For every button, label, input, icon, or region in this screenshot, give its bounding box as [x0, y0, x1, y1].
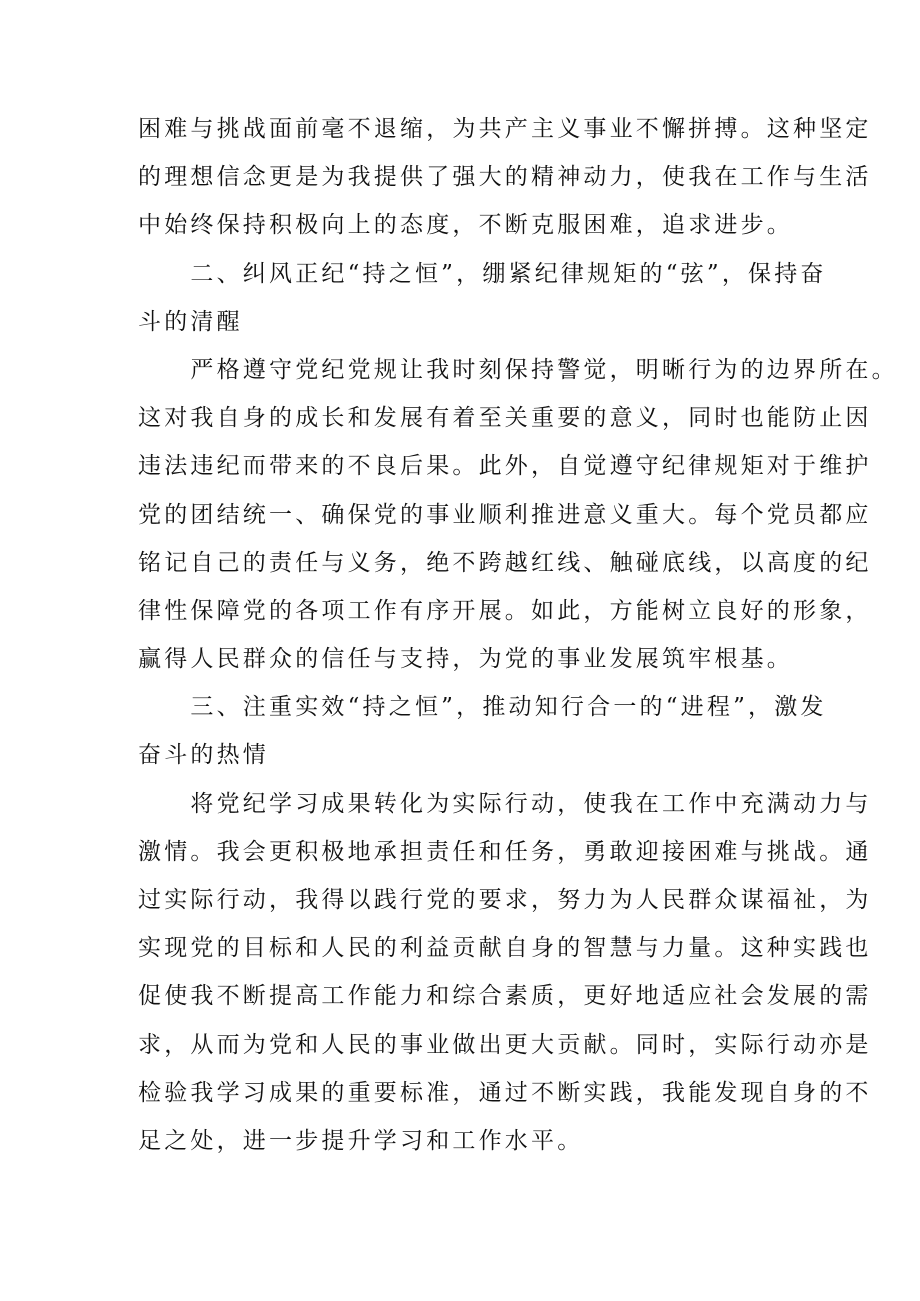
section-heading-2-cont: 斗的清醒: [138, 308, 243, 335]
text-line: 中始终保持积极向上的态度，不断克服困难，追求进步。: [138, 212, 793, 239]
text-line: 律性保障党的各项工作有序开展。如此，方能树立良好的形象，: [138, 597, 872, 624]
text-line: 将党纪学习成果转化为实际行动，使我在工作中充满动力与: [138, 790, 872, 817]
text-line: 检验我学习成果的重要标准，通过不断实践，我能发现自身的不: [138, 1079, 872, 1106]
text-line: 足之处，进一步提升学习和工作水平。: [138, 1127, 584, 1154]
text-line: 实现党的目标和人民的利益贡献自身的智慧与力量。这种实践也: [138, 935, 872, 962]
text-line: 过实际行动，我得以践行党的要求，努力为人民群众谋福祉，为: [138, 887, 872, 913]
text-line: 困难与挑战面前毫不退缩，为共产主义事业不懈拼搏。这种坚定: [138, 116, 872, 142]
document-body: [138, 105, 898, 1165]
text-line: 这对我自身的成长和发展有着至关重要的意义，同时也能防止因: [138, 405, 872, 432]
text-line: 违法违纪而带来的不良后果。此外，自觉遵守纪律规矩对于维护: [138, 453, 872, 480]
text-line: 求，从而为党和人民的事业做出更大贡献。同时，实际行动亦是: [138, 1031, 872, 1058]
section-heading-3-cont: 奋斗的热情: [138, 742, 269, 769]
text-line: 促使我不断提高工作能力和综合素质，更好地适应社会发展的需: [138, 983, 872, 1010]
section-heading-2: 二、纠风正纪“持之恒”，绷紧纪律规矩的“弦”，保持奋: [138, 260, 827, 287]
text-line: 的理想信念更是为我提供了强大的精神动力，使我在工作与生活: [138, 164, 872, 191]
text-line: 铭记自己的责任与义务，绝不跨越红线、触碰底线，以高度的纪: [138, 549, 872, 576]
text-line: 严格遵守党纪党规让我时刻保持警觉，明晰行为的边界所在。: [138, 356, 898, 383]
text-line: 赢得人民群众的信任与支持，为党的事业发展筑牢根基。: [138, 646, 793, 673]
text-line: 党的团结统一、确保党的事业顺利推进意义重大。每个党员都应: [138, 501, 872, 528]
text-line: 激情。我会更积极地承担责任和任务，勇敢迎接困难与挑战。通: [138, 838, 872, 865]
section-heading-3: 三、注重实效“持之恒”，推动知行合一的“进程”，激发: [138, 694, 827, 721]
